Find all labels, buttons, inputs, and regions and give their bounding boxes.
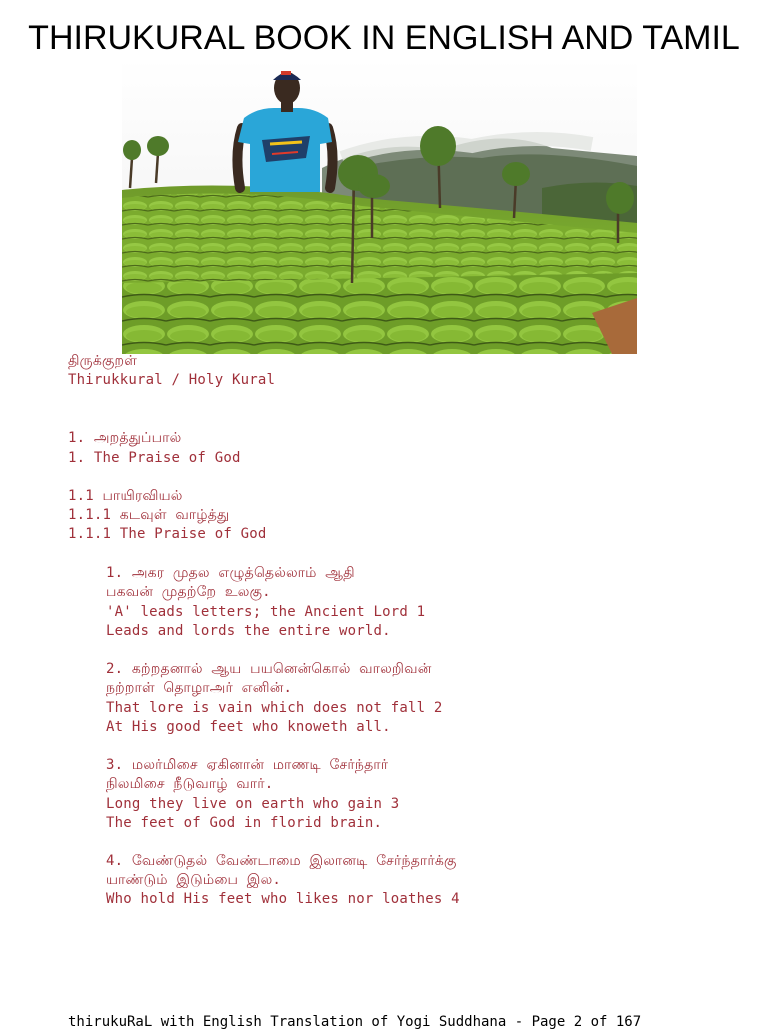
couplet-2-english-line-2: At His good feet who knoweth all.: [106, 719, 391, 735]
chapter-tamil: 1.1.1 கடவுள் வாழ்த்து: [68, 507, 230, 523]
couplet-1-english-line-2: Leads and lords the entire world.: [106, 623, 391, 639]
part-english: 1. The Praise of God: [68, 450, 241, 466]
couplet-3-english-line-2: The feet of God in florid brain.: [106, 815, 383, 831]
heading-english: Thirukkural / Holy Kural: [68, 372, 276, 388]
couplet-3-tamil-line-2: நிலமிசை நீடுவாழ் வார்.: [106, 776, 274, 792]
page-footer: thirukuRaL with English Translation of Yogi Suddhana - Page 2 of 167: [68, 1014, 642, 1030]
couplet-4-tamil-line-2: யாண்டும் இடும்பை இல.: [106, 872, 282, 888]
section-tamil: 1.1 பாயிரவியல்: [68, 488, 183, 504]
chapter-english: 1.1.1 The Praise of God: [68, 526, 267, 542]
couplet-1-tamil-line-2: பகவன் முதற்றே உலகு.: [106, 584, 271, 600]
couplet-2-tamil-line-2: நற்றாள் தொழாஅர் எனின்.: [106, 680, 293, 696]
couplet-1-tamil-line-1: 1. அகர முதல எழுத்தெல்லாம் ஆதி: [106, 565, 355, 581]
couplet-2-tamil-line-1: 2. கற்றதனால் ஆய பயனென்கொல் வாலறிவன்: [106, 661, 432, 677]
document-title: THIRUKURAL BOOK IN ENGLISH AND TAMIL: [28, 19, 740, 57]
couplet-3-tamil-line-1: 3. மலர்மிசை ஏகினான் மாணடி சேர்ந்தார்: [106, 757, 389, 773]
couplet-4-english-line-1: Who hold His feet who likes nor loathes 4: [106, 891, 460, 907]
heading-tamil: திருக்குறள்: [68, 353, 138, 369]
couplet-3-english-line-1: Long they live on earth who gain 3: [106, 796, 400, 812]
couplet-4-tamil-line-1: 4. வேண்டுதல் வேண்டாமை இலானடி சேர்ந்தார்க்கு: [106, 853, 457, 869]
couplet-2-english-line-1: That lore is vain which does not fall 2: [106, 700, 443, 716]
cover-photo: [122, 58, 637, 354]
couplet-1-english-line-1: 'A' leads letters; the Ancient Lord 1: [106, 604, 426, 620]
part-tamil: 1. அறத்துப்பால்: [68, 430, 182, 446]
